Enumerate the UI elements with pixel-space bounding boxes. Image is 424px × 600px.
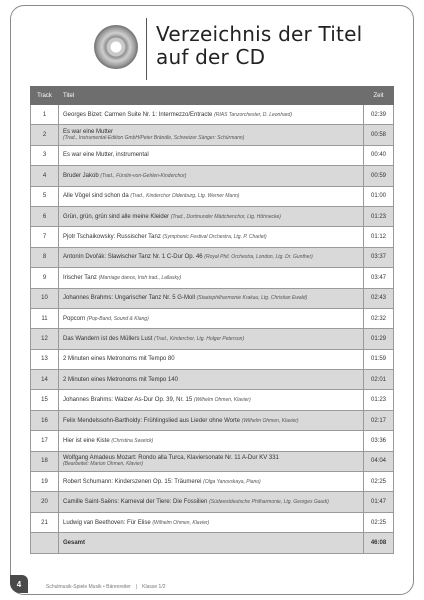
table-row [31, 227, 394, 247]
track-performer: (Trad., Fürstin-von-Gehlen-Kinderchor) [100, 172, 187, 179]
track-performer: (Olga Yanovskaya, Piano) [203, 478, 261, 485]
table-row [31, 247, 394, 267]
track-time: 03:36 [364, 431, 394, 451]
footer-right: Klasse 1/2 [142, 584, 166, 590]
track-title: Camille Saint-Saëns: Karneval der Tiere: Die Fossilien [63, 499, 208, 506]
track-time: 01:23 [364, 206, 394, 226]
track-title-cell [59, 288, 364, 308]
track-performer: (Marriage dance, Irish trad., Lallasky) [98, 274, 182, 281]
track-number: 11 [31, 308, 59, 328]
track-title-cell [59, 166, 364, 186]
track-number: 16 [31, 410, 59, 430]
track-number: 4 [31, 166, 59, 186]
table-row [31, 288, 394, 308]
track-title: Wolfgang Amadeus Mozart: Rondo alla Turca, Klaviersonate Nr. 11 A-Dur KV 331 [63, 455, 279, 462]
track-performer: (Trad., Kinderchor Oldenburg, Ltg. Werner Mann) [130, 193, 240, 200]
track-title-cell [59, 349, 364, 369]
table-row [31, 105, 394, 125]
table-row [31, 390, 394, 410]
track-performer: (Bearbeitet: Marion Ohmen, Klavier) [63, 461, 144, 468]
track-number: 2 [31, 125, 59, 145]
track-title-cell [59, 512, 364, 532]
track-title: Antonín Dvořák: Slawischer Tanz Nr. 1 C-Dur Op. 46 [63, 254, 203, 261]
track-title: Alle Vögel sind schon da [63, 193, 129, 200]
track-title: Felix Mendelssohn-Bartholdy: Frühlingslied aus Lieder ohne Worte [63, 417, 240, 424]
table-row [31, 186, 394, 206]
track-performer: (Wilhelm Ohmen, Klavier) [241, 417, 299, 424]
track-title: Das Wandern ist des Müllers Lust [63, 335, 153, 342]
table-row [31, 492, 394, 512]
track-performer: (Trad., Instrumental-Edition GmbH/Peter Brändle, Schweizer Sänger: Schürmann) [63, 135, 245, 142]
track-title-cell [59, 492, 364, 512]
table-row [31, 268, 394, 288]
track-time: 04:04 [364, 451, 394, 471]
track-time: 01:00 [364, 186, 394, 206]
track-table [30, 86, 394, 554]
table-row [31, 512, 394, 532]
table-row [31, 145, 394, 165]
track-title: Popcorn [63, 315, 86, 322]
header-title: Titel [59, 87, 364, 105]
track-title-cell [59, 472, 364, 492]
track-time: 00:58 [364, 125, 394, 145]
total-empty-cell [31, 533, 59, 553]
total-label: Gesamt [59, 533, 364, 553]
track-performer: (Staatsphilharmonie Krakau, Ltg. Christian Ewald) [196, 295, 308, 302]
footer-left: Schulmusik-Spiele Musik • Bärenreiter [46, 584, 131, 590]
track-title-cell [59, 390, 364, 410]
track-number: 8 [31, 247, 59, 267]
track-time: 00:59 [364, 166, 394, 186]
track-title: Robert Schumann: Kinderszenen Op. 15: Träumerei [63, 478, 202, 485]
table-row [31, 349, 394, 369]
track-time: 02:17 [364, 410, 394, 430]
track-number: 1 [31, 105, 59, 125]
track-performer: (Symphonic Festival Orchestra, Ltg. P. Charlet) [162, 234, 267, 241]
track-number: 7 [31, 227, 59, 247]
track-time: 01:47 [364, 492, 394, 512]
track-number: 10 [31, 288, 59, 308]
table-row [31, 370, 394, 390]
track-title-cell [59, 308, 364, 328]
track-title: Pjotr Tschaikowsky: Russischer Tanz [63, 234, 161, 241]
track-performer: (Wilhelm Ohmen, Klavier) [152, 519, 210, 526]
track-title-cell [59, 145, 364, 165]
track-number: 20 [31, 492, 59, 512]
track-number: 5 [31, 186, 59, 206]
track-title: Hier ist eine Kiste [63, 437, 110, 444]
track-performer: (Royal Phil. Orchestra, London, Ltg. Dr. Gunther) [204, 254, 313, 261]
track-title-cell [59, 370, 364, 390]
header-track: Track [31, 87, 59, 105]
track-title: 2 Minuten eines Metronoms mit Tempo 80 [63, 356, 175, 363]
track-time: 03:37 [364, 247, 394, 267]
track-title-cell [59, 268, 364, 288]
table-row [31, 472, 394, 492]
track-title-cell [59, 431, 364, 451]
track-time: 02:25 [364, 512, 394, 532]
track-performer: (RIAS Tanzorchester, D. Leonhard) [214, 111, 292, 118]
track-title-cell [59, 247, 364, 267]
track-title: Johannes Brahms: Ungarischer Tanz Nr. 5 G-Moll [63, 295, 195, 302]
track-table-body [31, 105, 394, 533]
track-title-cell [59, 105, 364, 125]
track-time: 01:23 [364, 390, 394, 410]
header-time: Zeit [364, 87, 394, 105]
title-line-1: Verzeichnis der Titel [156, 22, 363, 46]
track-title: 2 Minuten eines Metronoms mit Tempo 140 [63, 376, 178, 383]
title-divider [146, 18, 147, 80]
track-time: 02:43 [364, 288, 394, 308]
track-performer: (Trad., Kinderchor, Ltg. Holger Peterson) [154, 335, 245, 342]
table-row [31, 329, 394, 349]
track-number: 6 [31, 206, 59, 226]
track-title-cell [59, 186, 364, 206]
track-title-cell [59, 451, 364, 471]
track-number: 17 [31, 431, 59, 451]
title-line-2: auf der CD [156, 45, 266, 69]
track-time: 03:47 [364, 268, 394, 288]
page-number: 4 [10, 575, 28, 593]
track-performer: (Südwestdeutsche Philharmonie, Ltg. Georges Gaudi) [209, 499, 329, 506]
table-row [31, 410, 394, 430]
track-performer: (Wilhelm Ohmen, Klavier) [193, 397, 251, 404]
track-time: 01:59 [364, 349, 394, 369]
page-title [156, 23, 362, 69]
track-time: 02:25 [364, 472, 394, 492]
total-row [31, 533, 394, 553]
track-performer: (Christina Swarick) [111, 437, 154, 444]
table-row [31, 125, 394, 145]
table-row [31, 431, 394, 451]
track-number: 3 [31, 145, 59, 165]
track-title: Georges Bizet: Carmen Suite Nr. 1: Intermezzo/Entracte [63, 111, 213, 118]
track-time: 02:01 [364, 370, 394, 390]
track-title: Es war eine Mutter, instrumental [63, 152, 149, 159]
track-number: 9 [31, 268, 59, 288]
total-time: 46:08 [364, 533, 394, 553]
track-title: Bruder Jakob [63, 172, 99, 179]
table-row [31, 166, 394, 186]
track-number: 18 [31, 451, 59, 471]
track-performer: (Trad., Dortmunder Mädchenchor, Ltg. Höhnecke) [170, 213, 281, 220]
track-number: 14 [31, 370, 59, 390]
track-title-cell [59, 410, 364, 430]
page-footer [46, 584, 166, 590]
track-title: Es war eine Mutter [63, 129, 114, 136]
track-performer: (Pop-Band, Sound & Klang) [87, 315, 149, 322]
track-time: 01:29 [364, 329, 394, 349]
track-title-cell [59, 329, 364, 349]
track-title-cell [59, 125, 364, 145]
track-number: 21 [31, 512, 59, 532]
track-title: Ludwig van Beethoven: Für Elise [63, 519, 151, 526]
track-number: 15 [31, 390, 59, 410]
footer-separator: | [135, 584, 138, 590]
track-time: 02:32 [364, 308, 394, 328]
track-number: 13 [31, 349, 59, 369]
table-header-row [31, 87, 394, 105]
track-time: 02:39 [364, 105, 394, 125]
table-row [31, 308, 394, 328]
track-time: 01:12 [364, 227, 394, 247]
track-time: 00:40 [364, 145, 394, 165]
track-title: Irischer Tanz [63, 274, 97, 281]
track-title-cell [59, 227, 364, 247]
track-number: 12 [31, 329, 59, 349]
table-row [31, 206, 394, 226]
cd-icon [94, 25, 138, 69]
track-title: Johannes Brahms: Walzer As-Dur Op. 39, Nr. 15 [63, 397, 193, 404]
track-title-cell [59, 206, 364, 226]
table-row [31, 451, 394, 471]
track-number: 19 [31, 472, 59, 492]
track-title: Grün, grün, grün sind alle meine Kleider [63, 213, 170, 220]
